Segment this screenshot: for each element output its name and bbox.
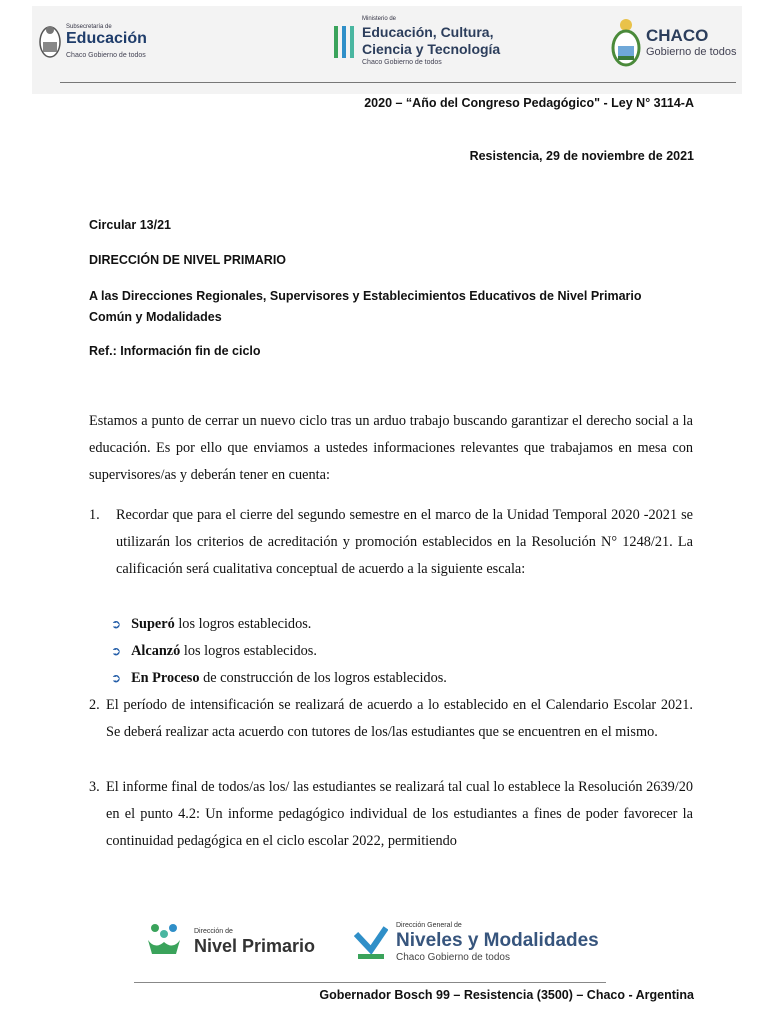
scale-bold: Superó — [131, 616, 175, 632]
chaco-seal-icon — [610, 16, 642, 70]
children-icon — [146, 920, 182, 956]
scale-item — [111, 643, 317, 660]
recipients-line1: A las Direcciones Regionales, Supervisores y Establecimientos Educativos de Nivel Primario — [89, 289, 642, 303]
header-divider — [60, 82, 736, 83]
logo-small-text: Dirección General de — [396, 922, 462, 929]
logo-title: Niveles y Modalidades — [396, 930, 599, 951]
logo-small-text: Subsecretaría de — [66, 24, 112, 30]
item-text: Recordar que para el cierre del segundo semestre en el marco de la Unidad Temporal 2020 -2021 se utilizarán los criterios de acreditación y promoción establecidos en la Resolución N° 1248/21. La calificación será cualitativa conceptual de acuerdo a la siguiente escala: — [116, 507, 693, 577]
checkmark-logo-icon — [354, 924, 388, 962]
ministerio-bars-icon — [334, 26, 356, 58]
escudo-icon — [38, 22, 62, 62]
logo-title: CHACO — [646, 26, 709, 45]
scale-rest: los logros establecidos. — [174, 616, 312, 632]
scale-bold: Alcanzó — [131, 643, 181, 659]
year-motto: 2020 – “Año del Congreso Pedagógico" - Ley N° 3114-A — [364, 96, 694, 110]
item-number: 3. — [89, 779, 100, 795]
niveles-modalidades-logo — [354, 920, 614, 968]
logo-subtitle: Chaco Gobierno de todos — [396, 952, 510, 963]
logo-small-text: Ministerio de — [362, 16, 397, 22]
scale-item — [111, 616, 311, 633]
scale-rest: los logros establecidos. — [180, 643, 317, 659]
educacion-logo — [38, 22, 168, 66]
scale-bold: En Proceso — [131, 670, 200, 686]
nivel-primario-logo — [146, 920, 326, 960]
logo-title-line1: Educación, Cultura, — [362, 24, 494, 40]
list-item — [89, 502, 693, 583]
item-number: 2. — [89, 697, 100, 713]
logo-small-text: Dirección de — [194, 928, 233, 935]
circular-number: Circular 13/21 — [89, 218, 171, 232]
scale-rest: de construcción de los logros establecidos. — [199, 670, 447, 686]
recipients-line2: Común y Modalidades — [89, 310, 222, 324]
list-item — [89, 774, 693, 855]
logo-subtitle: Chaco Gobierno de todos — [362, 59, 442, 66]
footer-divider — [134, 982, 606, 983]
direction-title: DIRECCIÓN DE NIVEL PRIMARIO — [89, 253, 287, 267]
place-date: Resistencia, 29 de noviembre de 2021 — [469, 149, 694, 163]
intro-paragraph: Estamos a punto de cerrar un nuevo ciclo tras un arduo trabajo buscando garantizar el derecho social a la educación. Es por ello que enviamos a ustedes informaciones relevantes que trabajamos en mesa con supervisores/as y deberán tener en cuenta: — [89, 413, 693, 483]
reference: Ref.: Información fin de ciclo — [89, 344, 261, 358]
arrow-bullet-icon: ➲ — [111, 617, 122, 631]
logo-title-line2: Ciencia y Tecnología — [362, 41, 501, 57]
item-text: El informe final de todos/as los/ las estudiantes se realizará tal cual lo establece la Resolución 2639/20 en el punto 4.2: Un informe pedagógico individual de los estudiantes a fines de poder favorecer la continuidad pedagógica en el ciclo escolar 2022, permitiendo — [106, 779, 693, 849]
arrow-bullet-icon: ➲ — [111, 671, 122, 685]
item-text: El período de intensificación se realizará de acuerdo a lo establecido en el Calendario Escolar 2021. Se deberá realizar acta acuerdo con tutores de los/las estudiantes que se encuentren en el mismo. — [106, 697, 693, 740]
logo-title: Educación — [66, 30, 147, 47]
scale-item — [111, 670, 447, 687]
chaco-logo — [610, 16, 740, 72]
logo-subtitle: Gobierno de todos — [646, 46, 737, 58]
logo-title: Nivel Primario — [194, 936, 316, 956]
item-number: 1. — [89, 507, 100, 523]
footer-address: Gobernador Bosch 99 – Resistencia (3500) – Chaco - Argentina — [319, 988, 694, 1002]
ministerio-logo — [334, 14, 514, 74]
arrow-bullet-icon: ➲ — [111, 644, 122, 658]
logo-subtitle: Chaco Gobierno de todos — [66, 52, 146, 59]
list-item — [89, 692, 693, 746]
